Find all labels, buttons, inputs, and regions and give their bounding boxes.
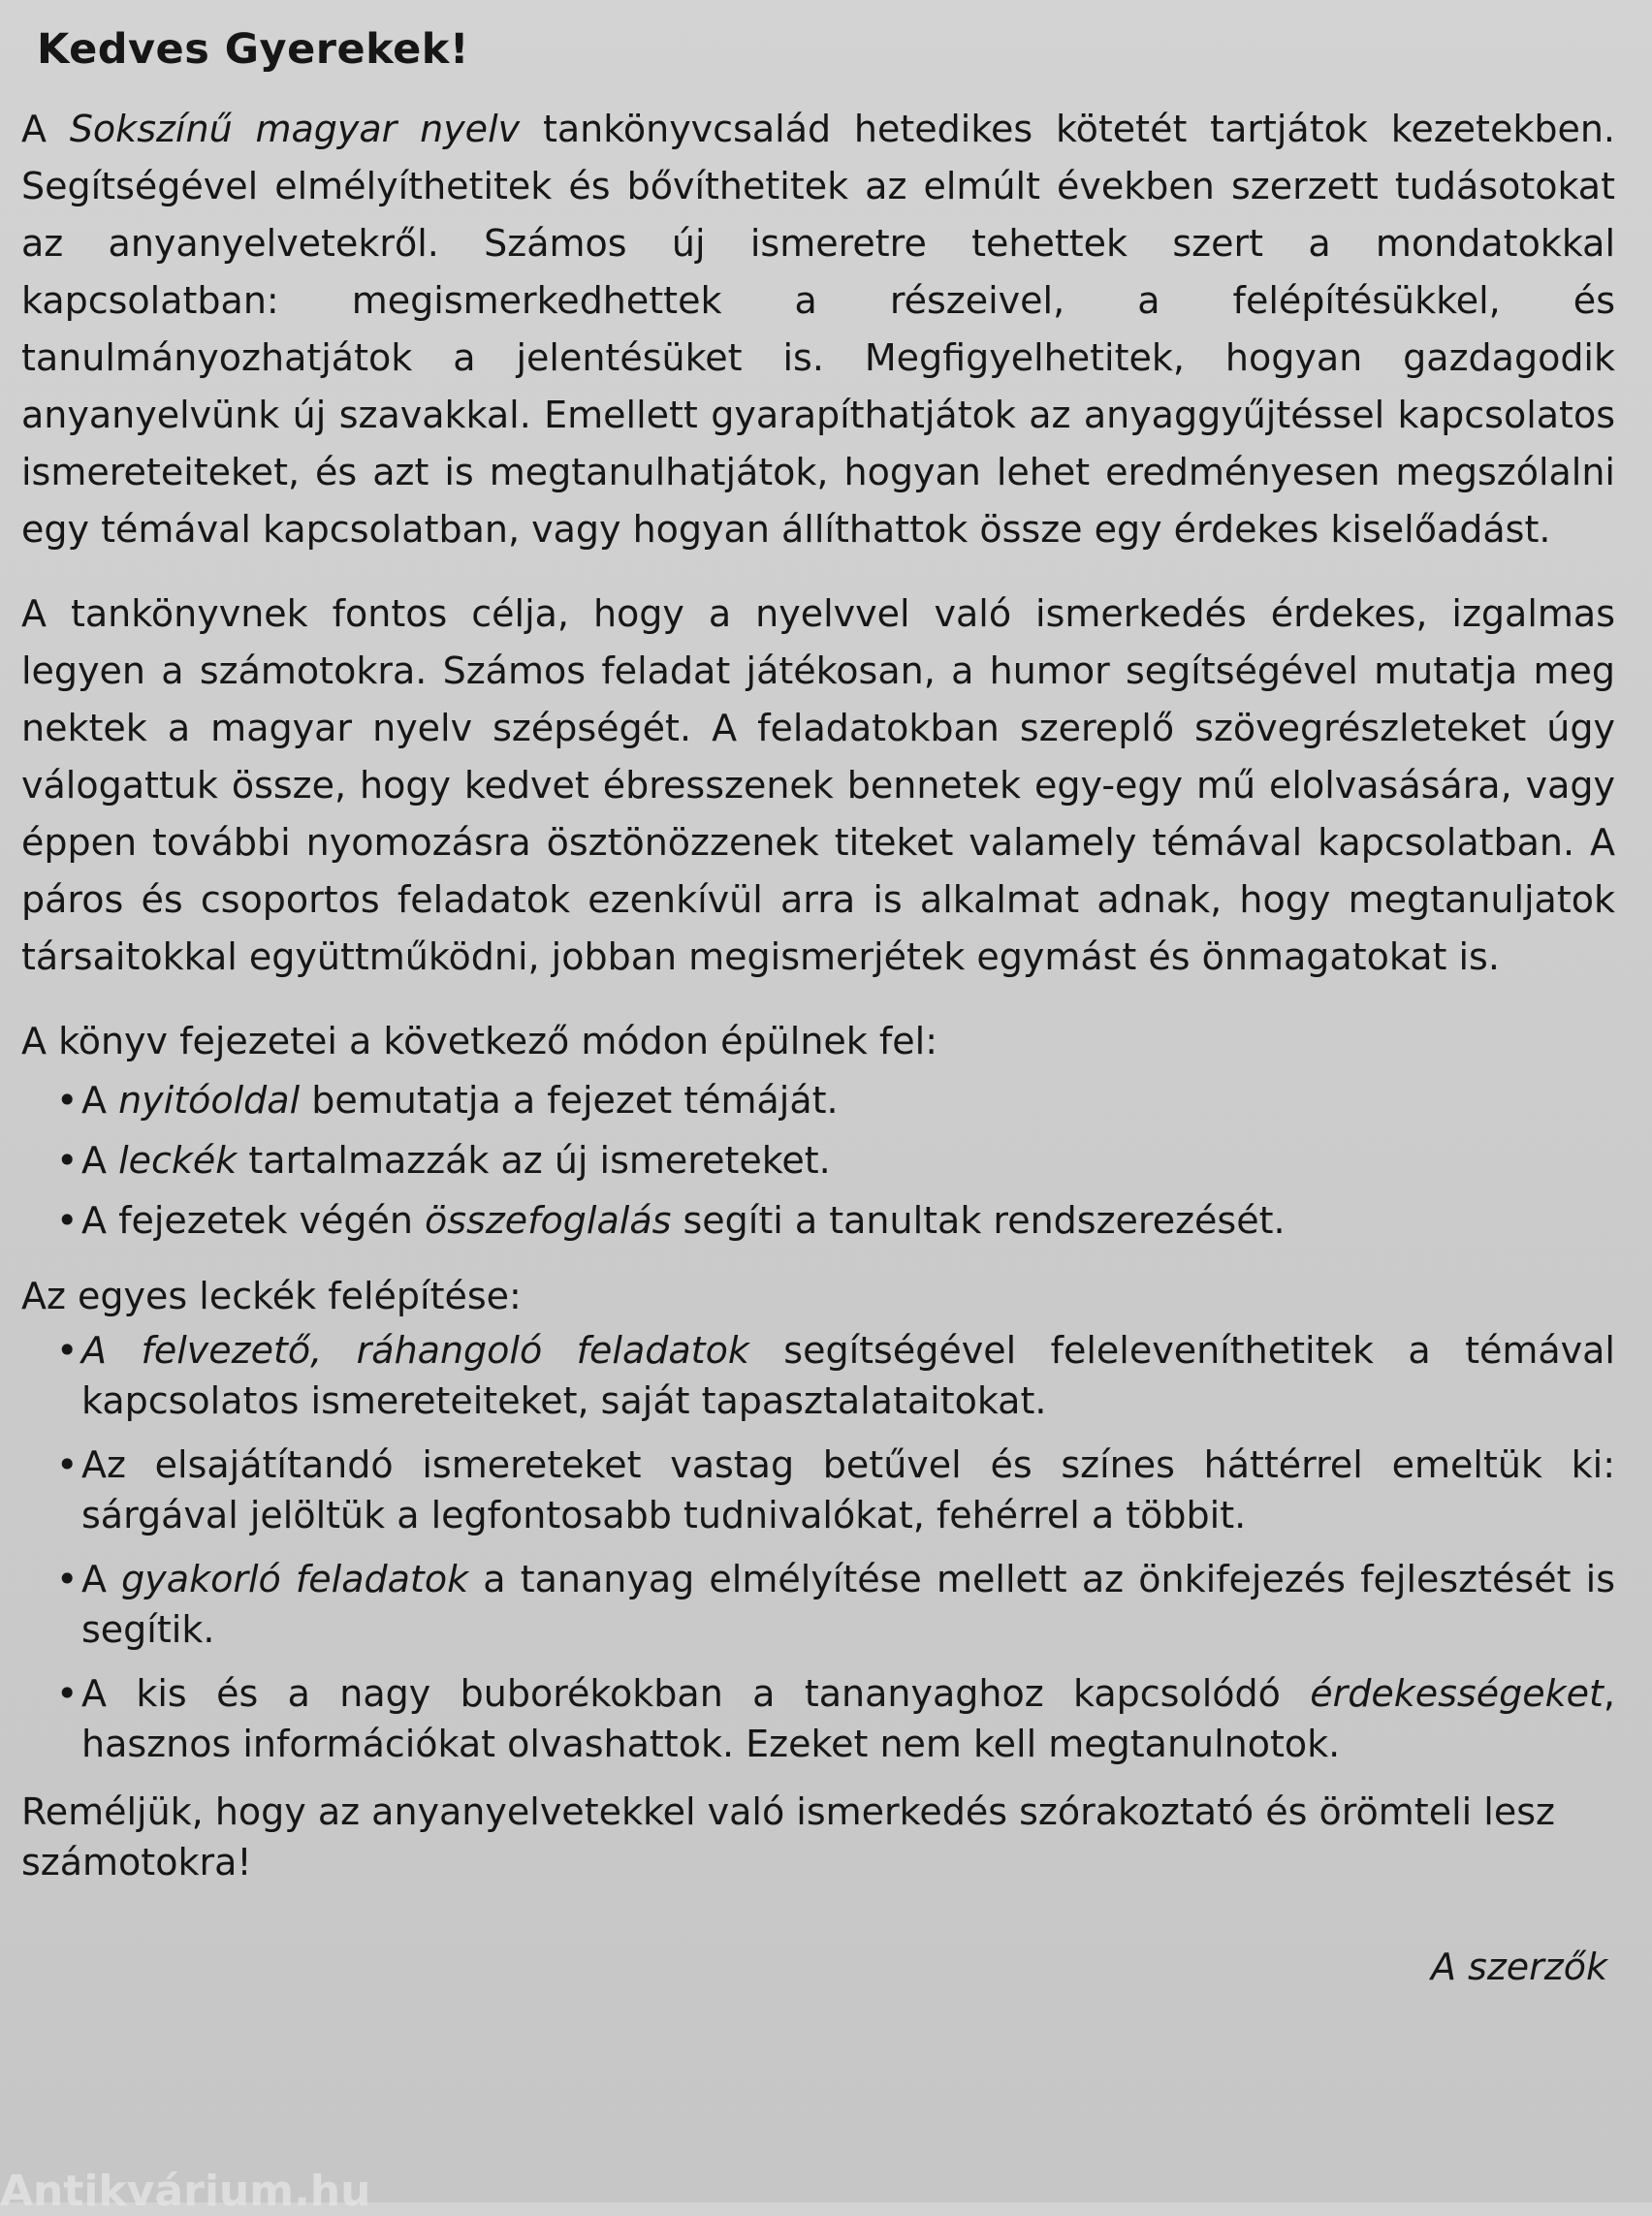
list-item: • Az elsajátítandó ismereteket vastag betűvel és színes háttérrel emeltük ki: sárgával jelöltük a legfontosabb tudnivalókat, fehérrel a többit. — [21, 1440, 1631, 1540]
chapters-heading: A könyv fejezetei a következő módon épülnek fel: — [21, 1020, 937, 1062]
intro-paragraph-text-1: A — [21, 108, 70, 150]
structure-heading: Az egyes leckék felépítése: — [21, 1275, 522, 1317]
watermark: Antikvárium.hu — [0, 2167, 371, 2216]
closing-paragraph: Reméljük, hogy az anyanyelvetekkel való ismerkedés szórakoztató és örömteli lesz számotokra! — [21, 1790, 1555, 1884]
intro-paragraph — [21, 101, 1631, 558]
intro-paragraph-text-2: tankönyvcsalád hetedikes kötetét tartjátok kezetekben. Segítségével elmélyíthetitek és bővíthetitek az elmúlt években szerzett tudásotokat az anyanyelvetekről. Számos új ismeretre tehettek szert a mondatokkal kapcsolatban: megismerkedhettek a részeivel, a felépítésükkel, és tanulmányozhatjátok a jelentésüket is. Megfigyelhetitek, hogyan gazdagodik anyanyelvünk új szavakkal. Emellett gyarapíthatjátok az anyaggyűjtéssel kapcsolatos ismereteiteket, és azt is megtanulhatjátok, hogyan lehet eredményesen megszólalni egy témával kapcsolatban, vagy hogyan állíthattok össze egy érdekes kiselőadást. — [21, 108, 1615, 551]
list-item: • A kis és a nagy buborékokban a tananyaghoz kapcsolódó érdekességeket, hasznos információkat olvashattok. Ezeket nem kell megtanulnotok. — [21, 1668, 1631, 1769]
signature: A szerzők — [1430, 1946, 1607, 1988]
chapters-list — [21, 1070, 1631, 1250]
page-title: Kedves Gyerekek! — [37, 25, 469, 74]
goals-paragraph: A tankönyvnek fontos célja, hogy a nyelvvel való ismerkedés érdekes, izgalmas legyen a számotokra. Számos feladat játékosan, a humor segítségével mutatja meg nektek a magyar nyelv szépségét. A feladatokban szereplő szövegrészleteket úgy válogattuk össze, hogy kedvet ébresszenek bennetek egy-egy mű elolvasására, vagy éppen további nyomozásra ösztönözzenek titeket valamely témával kapcsolatban. A páros és csoportos feladatok ezenkívül arra is alkalmat adnak, hogy megtanuljatok társaitokkal együttműködni, jobban megismerjétek egymást és önmagatokat is. — [21, 592, 1615, 978]
book-title: Sokszínű magyar nyelv — [69, 108, 521, 150]
structure-list — [21, 1325, 1631, 1769]
list-item: • A nyitóoldal bemutatja a fejezet témáját. — [21, 1070, 1631, 1130]
list-item: • A fejezetek végén összefoglalás segíti a tanultak rendszerezését. — [21, 1190, 1631, 1250]
list-item: • A felvezető, ráhangoló feladatok segítségével feleleveníthetitek a témával kapcsolatos ismereteiteket, saját tapasztalataitokat. — [21, 1325, 1631, 1426]
list-item: • A leckék tartalmazzák az új ismereteket. — [21, 1130, 1631, 1190]
list-item: • A gyakorló feladatok a tananyag elmélyítése mellett az önkifejezés fejlesztését is segítik. — [21, 1554, 1631, 1655]
